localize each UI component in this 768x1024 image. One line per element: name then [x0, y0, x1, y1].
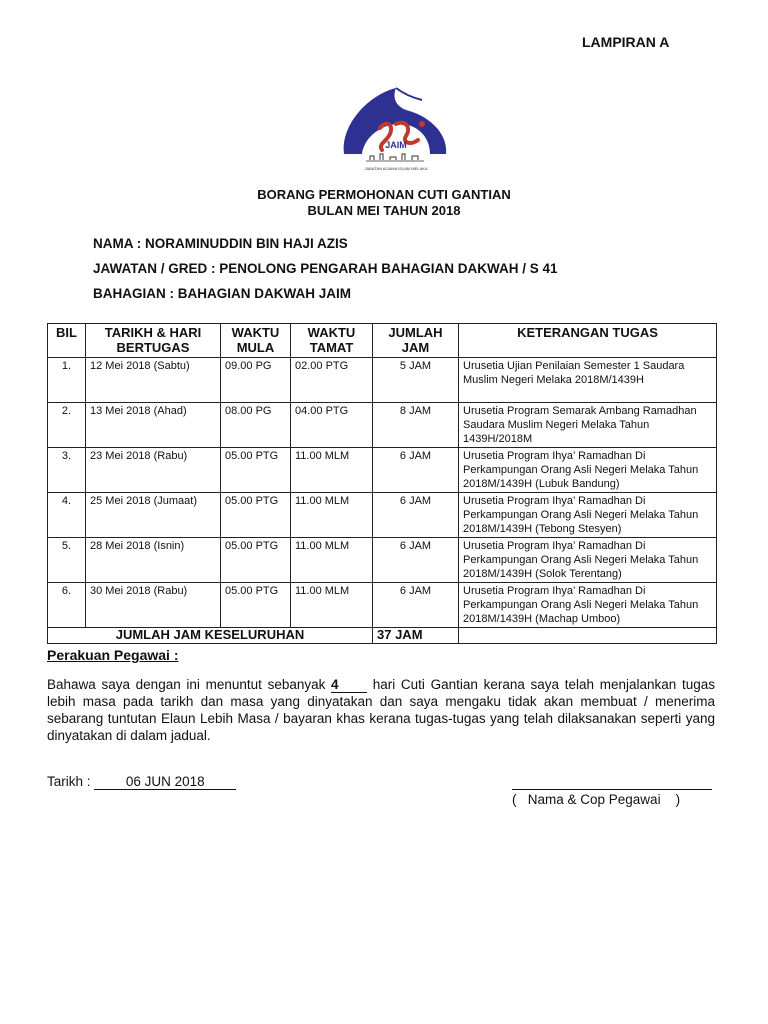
logo-text: JAIM	[385, 140, 407, 150]
cell-tamat: 11.00 MLM	[291, 493, 373, 538]
cell-jam: 6 JAM	[373, 493, 459, 538]
cell-mula: 05.00 PTG	[221, 538, 291, 583]
form-title: BORANG PERMOHONAN CUTI GANTIAN	[257, 187, 511, 202]
cell-mula: 05.00 PTG	[221, 493, 291, 538]
total-empty-cell	[459, 628, 717, 644]
duty-table	[47, 323, 717, 644]
cell-tarikh: 23 Mei 2018 (Rabu)	[86, 448, 221, 493]
table-row	[48, 583, 717, 628]
cell-keterangan: Urusetia Program Semarak Ambang Ramadhan Saudara Muslim Negeri Melaka Tahun 1439H/2018M	[459, 403, 717, 448]
header-waktu-tamat: WAKTU TAMAT	[291, 324, 373, 358]
header-waktu-mula: WAKTU MULA	[221, 324, 291, 358]
table-total-row	[48, 628, 717, 644]
cell-tamat: 11.00 MLM	[291, 538, 373, 583]
form-subtitle: BULAN MEI TAHUN 2018	[307, 203, 461, 218]
header-jumlah-jam: JUMLAH JAM	[373, 324, 459, 358]
cell-tarikh: 25 Mei 2018 (Jumaat)	[86, 493, 221, 538]
table-header-row	[48, 324, 717, 358]
cell-bil: 2.	[48, 403, 86, 448]
table-row	[48, 403, 717, 448]
logo-subtext: JABATAN AGAMA ISLAM MELAKA	[364, 166, 428, 171]
cell-mula: 09.00 PG	[221, 358, 291, 403]
declaration-text-after: hari Cuti Gantian kerana saya telah menjalankan tugas lebih masa pada tarikh dan masa yang dinyatakan dan saya mengaku tidak akan membuat / menerima sebarang tuntutan Elaun Lebih Masa / bayaran khas kerana tugas-tugas yang telah dilaksanakan seperti yang dinyatakan di dalam jadual.	[47, 677, 715, 743]
cell-bil: 6.	[48, 583, 86, 628]
cell-jam: 6 JAM	[373, 538, 459, 583]
cell-jam: 5 JAM	[373, 358, 459, 403]
cell-bil: 3.	[48, 448, 86, 493]
declaration-heading: Perakuan Pegawai :	[47, 647, 179, 663]
table-row	[48, 493, 717, 538]
field-jawatan: JAWATAN / GRED : PENOLONG PENGARAH BAHAGIAN DAKWAH / S 41	[93, 261, 558, 276]
cell-tamat: 11.00 MLM	[291, 448, 373, 493]
cell-bil: 5.	[48, 538, 86, 583]
cell-mula: 05.00 PTG	[221, 583, 291, 628]
table-row	[48, 538, 717, 583]
total-label: JUMLAH JAM KESELURUHAN	[48, 628, 373, 644]
table-row	[48, 358, 717, 403]
cell-tamat: 11.00 MLM	[291, 583, 373, 628]
field-nama: NAMA : NORAMINUDDIN BIN HAJI AZIS	[93, 236, 348, 251]
annex-label: LAMPIRAN A	[582, 34, 670, 50]
header-tarikh: TARIKH & HARI BERTUGAS	[86, 324, 221, 358]
cell-tarikh: 12 Mei 2018 (Sabtu)	[86, 358, 221, 403]
jaim-logo	[330, 84, 460, 176]
date-field	[47, 774, 236, 790]
date-value: 06 JUN 2018	[94, 774, 236, 790]
header-bil: BIL	[48, 324, 86, 358]
cell-jam: 8 JAM	[373, 403, 459, 448]
declaration-text-before: Bahawa saya dengan ini menuntut sebanyak	[47, 677, 326, 692]
declaration-paragraph	[47, 676, 715, 744]
cell-tarikh: 30 Mei 2018 (Rabu)	[86, 583, 221, 628]
cell-keterangan: Urusetia Program Ihya’ Ramadhan Di Perkampungan Orang Asli Negeri Melaka Tahun 2018M/1439H (Solok Terentang)	[459, 538, 717, 583]
cell-tarikh: 28 Mei 2018 (Isnin)	[86, 538, 221, 583]
cell-bil: 1.	[48, 358, 86, 403]
cell-keterangan: Urusetia Program Ihya’ Ramadhan Di Perkampungan Orang Asli Negeri Melaka Tahun 2018M/1439H (Tebong Stesyen)	[459, 493, 717, 538]
signature-line	[512, 789, 712, 790]
cell-bil: 4.	[48, 493, 86, 538]
cell-keterangan: Urusetia Program Ihya’ Ramadhan Di Perkampungan Orang Asli Negeri Melaka Tahun 2018M/1439H (Lubuk Bandung)	[459, 448, 717, 493]
cell-tamat: 02.00 PTG	[291, 358, 373, 403]
cell-tarikh: 13 Mei 2018 (Ahad)	[86, 403, 221, 448]
signature-label: ( Nama & Cop Pegawai )	[512, 792, 681, 807]
cell-mula: 08.00 PG	[221, 403, 291, 448]
header-keterangan: KETERANGAN TUGAS	[459, 324, 717, 358]
cell-keterangan: Urusetia Program Ihya’ Ramadhan Di Perkampungan Orang Asli Negeri Melaka Tahun 2018M/1439H (Machap Umboo)	[459, 583, 717, 628]
cell-mula: 05.00 PTG	[221, 448, 291, 493]
total-value: 37 JAM	[373, 628, 459, 644]
field-bahagian: BAHAGIAN : BAHAGIAN DAKWAH JAIM	[93, 286, 351, 301]
cell-keterangan: Urusetia Ujian Penilaian Semester 1 Saudara Muslim Negeri Melaka 2018M/1439H	[459, 358, 717, 403]
date-label: Tarikh :	[47, 774, 91, 789]
table-row	[48, 448, 717, 493]
days-claimed-value: 4	[331, 677, 367, 693]
cell-tamat: 04.00 PTG	[291, 403, 373, 448]
cell-jam: 6 JAM	[373, 583, 459, 628]
cell-jam: 6 JAM	[373, 448, 459, 493]
